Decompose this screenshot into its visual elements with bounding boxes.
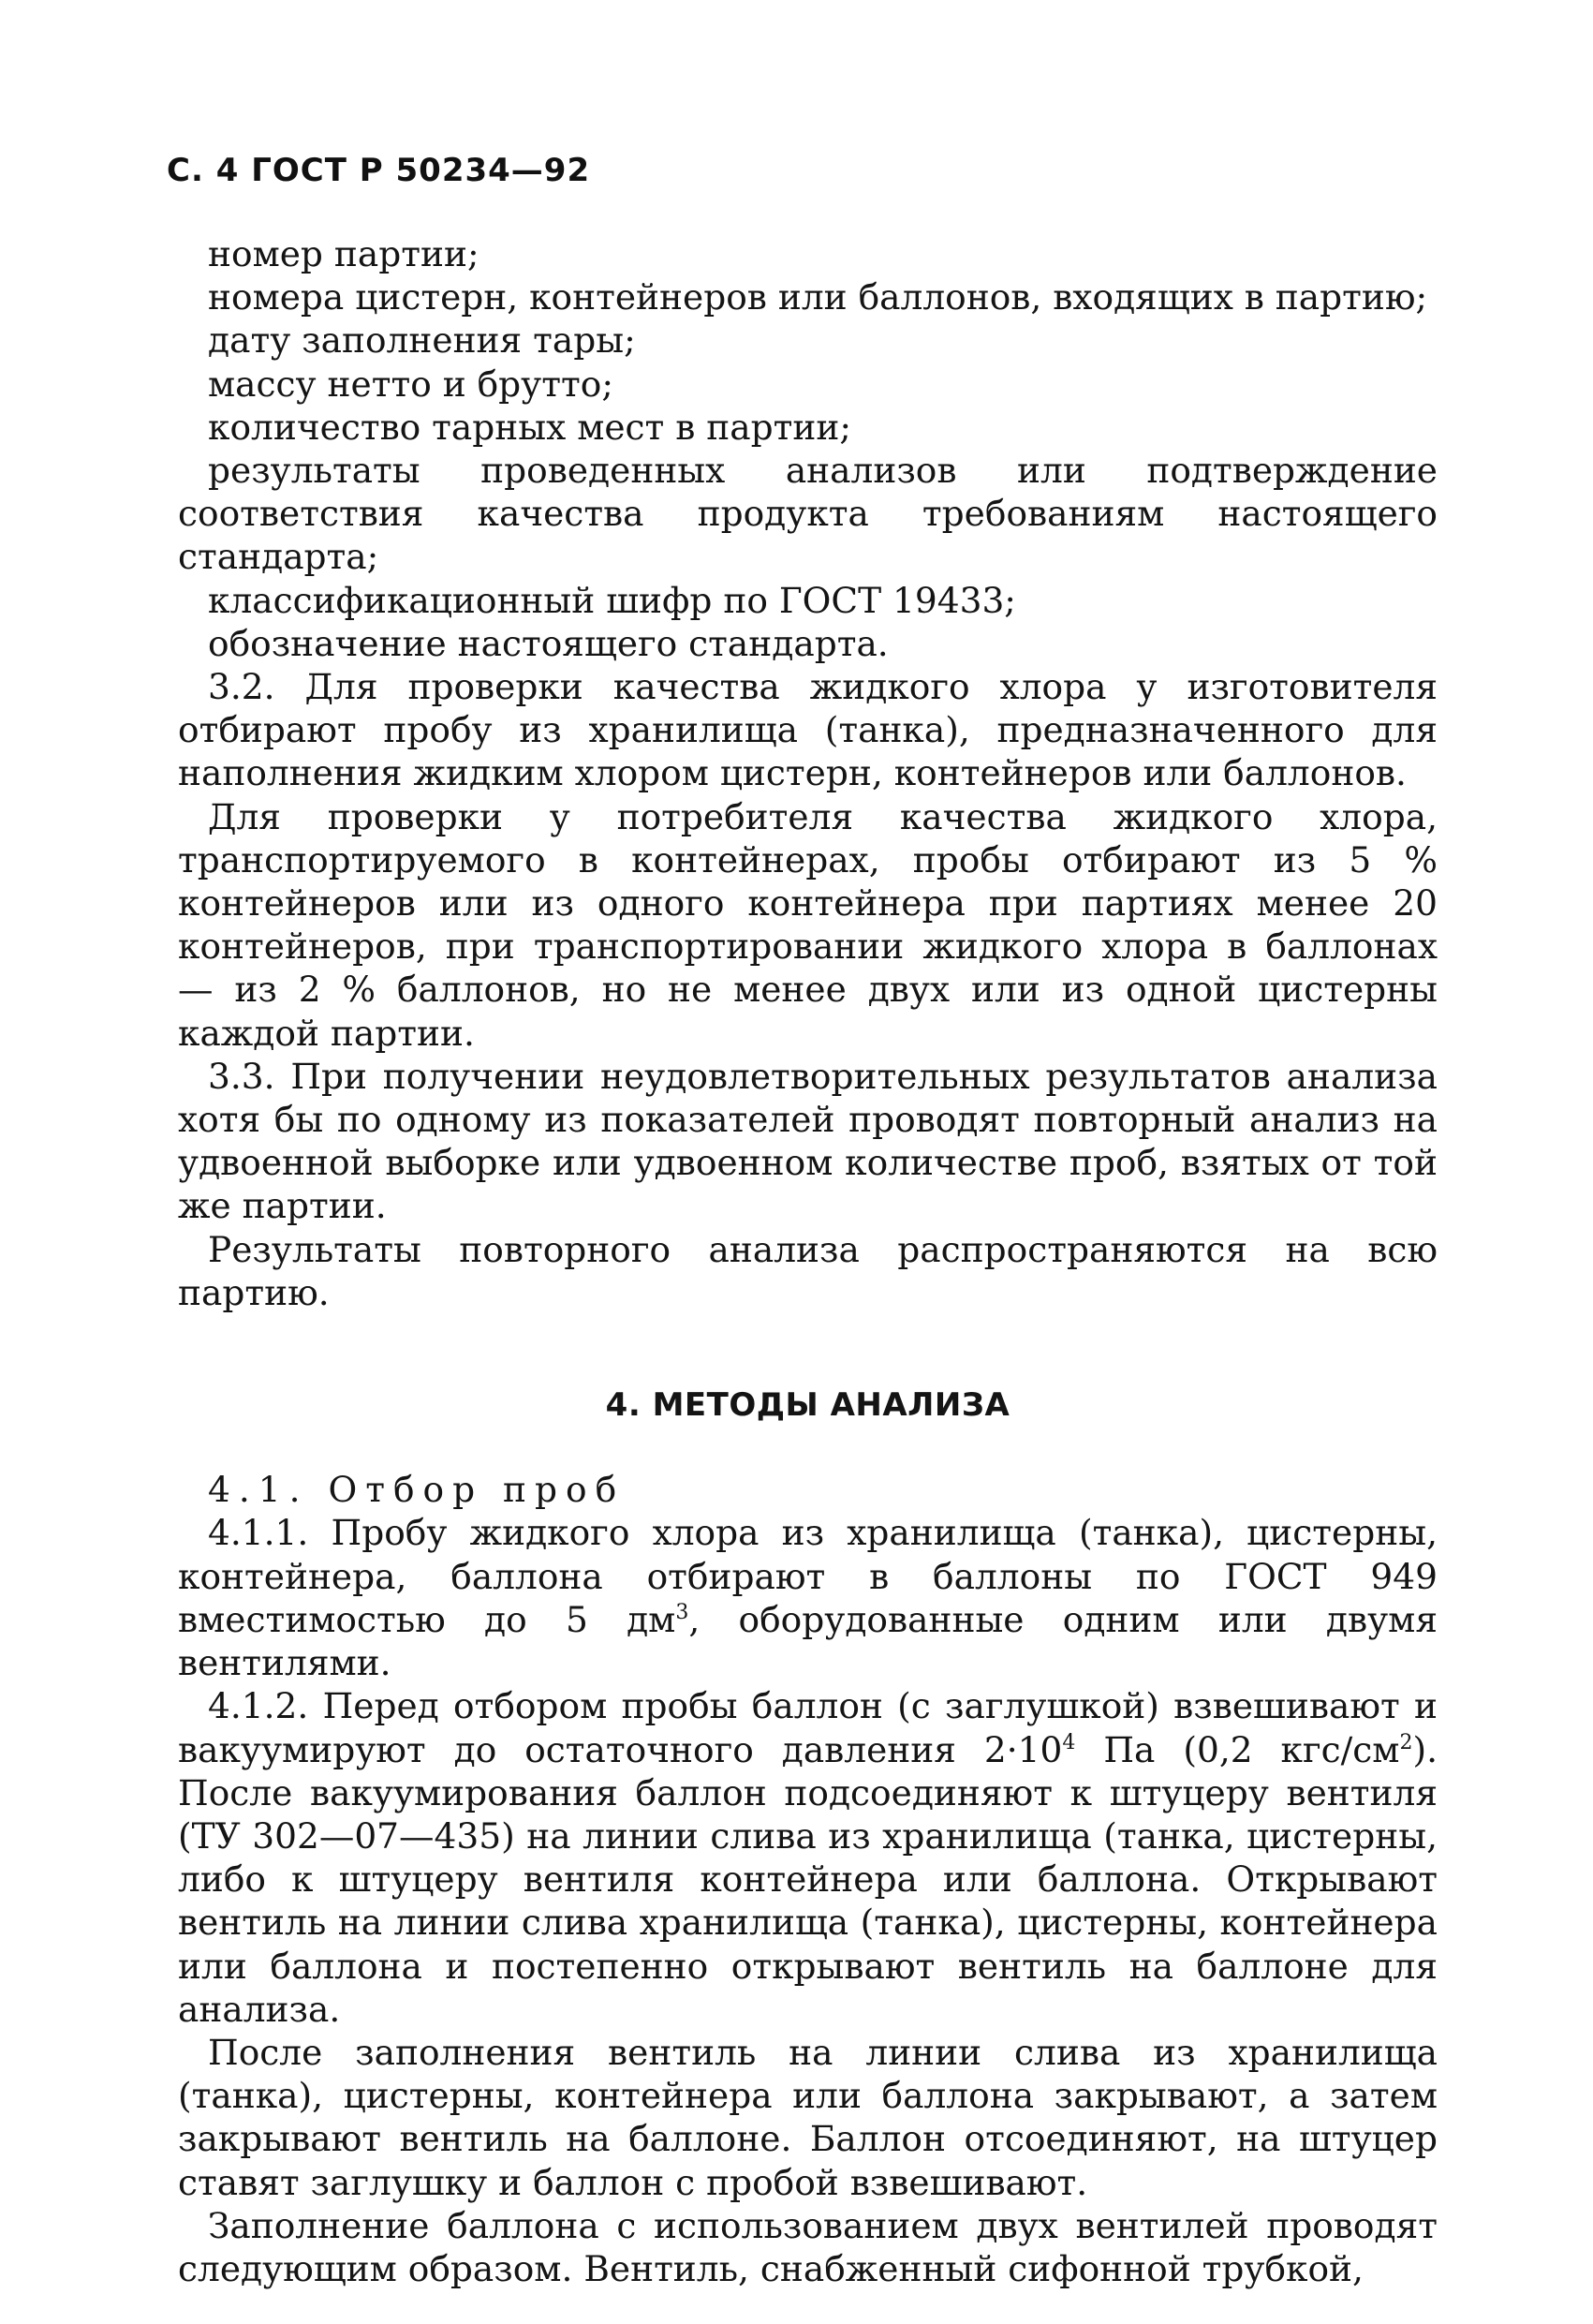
clause-4-1-2 <box>178 1684 1438 2031</box>
clause-4-1-2-mid: Па (0,2 кгс/см <box>1075 1728 1400 1770</box>
clause-4-1-1 <box>178 1511 1438 1684</box>
superscript: 2 <box>1399 1730 1413 1754</box>
paragraph: результаты проведенных анализов или подтверждение соответствия качества продукта требованиям настоящего стандарта; <box>178 450 1438 578</box>
subsection-title <box>178 1468 1438 1511</box>
clause-4-1-2-text: 4.1.2. Перед отбором пробы баллон (с заглушкой) взвешивают и вакуумируют до остаточного давления 2·10 <box>178 1685 1438 1770</box>
paragraph: Для проверки у потребителя качества жидкого хлора, транспортируемого в контейнерах, пробы отбирают из 5 % контейнеров или из одного контейнера при партиях менее 20 контейнеров, при транспортировании жидкого хлора в баллонах — из 2 % баллонов, но не менее двух или из одной цистерны каждой партии. <box>178 795 1438 1054</box>
document-body <box>178 232 1438 2290</box>
paragraph: номер партии; <box>208 233 479 274</box>
paragraph: После заполнения вентиль на линии слива из хранилища (танка), цистерны, контейнера или баллона закрывают, а затем закрывают вентиль на баллоне. Баллон отсоединяют, на штуцер ставят заглушку и баллон с пробой взвешивают. <box>178 2031 1438 2203</box>
clause-3-2: 3.2. Для проверки качества жидкого хлора у изготовителя отбирают пробу из хранилища (танка), предназначенного для наполнения жидким хлором цистерн, контейнеров или баллонов. <box>178 666 1438 794</box>
paragraph: номера цистерн, контейнеров или баллонов, входящих в партию; <box>208 276 1428 318</box>
paragraph: классификационный шифр по ГОСТ 19433; <box>208 579 1016 621</box>
paragraph: Результаты повторного анализа распространяются на всю партию. <box>178 1228 1438 1313</box>
paragraph: Заполнение баллона с использованием двух вентилей проводят следующим образом. Вентиль, снабженный сифонной трубкой, <box>178 2204 1438 2289</box>
clause-4-1-1-text: 4.1.1. Пробу жидкого хлора из хранилища (танка), цистерны, контейнера, баллона отбирают в баллоны по ГОСТ 949 вместимостью до 5 дм <box>178 1512 1438 1640</box>
superscript: 4 <box>1062 1730 1076 1754</box>
paragraph: обозначение настоящего стандарта. <box>208 622 889 664</box>
page-header: С. 4 ГОСТ Р 50234—92 <box>167 152 591 189</box>
paragraph: дату заполнения тары; <box>208 319 636 362</box>
paragraph: массу нетто и брутто; <box>208 363 613 405</box>
paragraph: количество тарных мест в партии; <box>208 406 851 448</box>
clause-4-1-2-tail: ). После вакуумирования баллон подсоединяют к штуцеру вентиля (ТУ 302—07—435) на линии слива из хранилища (танка, цистерны, либо к штуцеру вентиля контейнера или баллона. Открывают вентиль на линии слива хранилища (танка), цистерны, контейнера или баллона и постепенно открывают вентиль на баллоне для анализа. <box>178 1728 1438 2030</box>
clause-4-1-1-tail: , оборудованные одним или двумя вентилями. <box>178 1598 1438 1684</box>
clause-3-3: 3.3. При получении неудовлетворительных результатов анализа хотя бы по одному из показателей проводят повторный анализ на удвоенной выборке или удвоенном количестве проб, взятых от той же партии. <box>178 1055 1438 1227</box>
section-title: 4. МЕТОДЫ АНАЛИЗА <box>605 1386 1010 1425</box>
subsection-title-text: 4.1. Отбор проб <box>208 1469 626 1511</box>
superscript: 3 <box>675 1600 689 1624</box>
